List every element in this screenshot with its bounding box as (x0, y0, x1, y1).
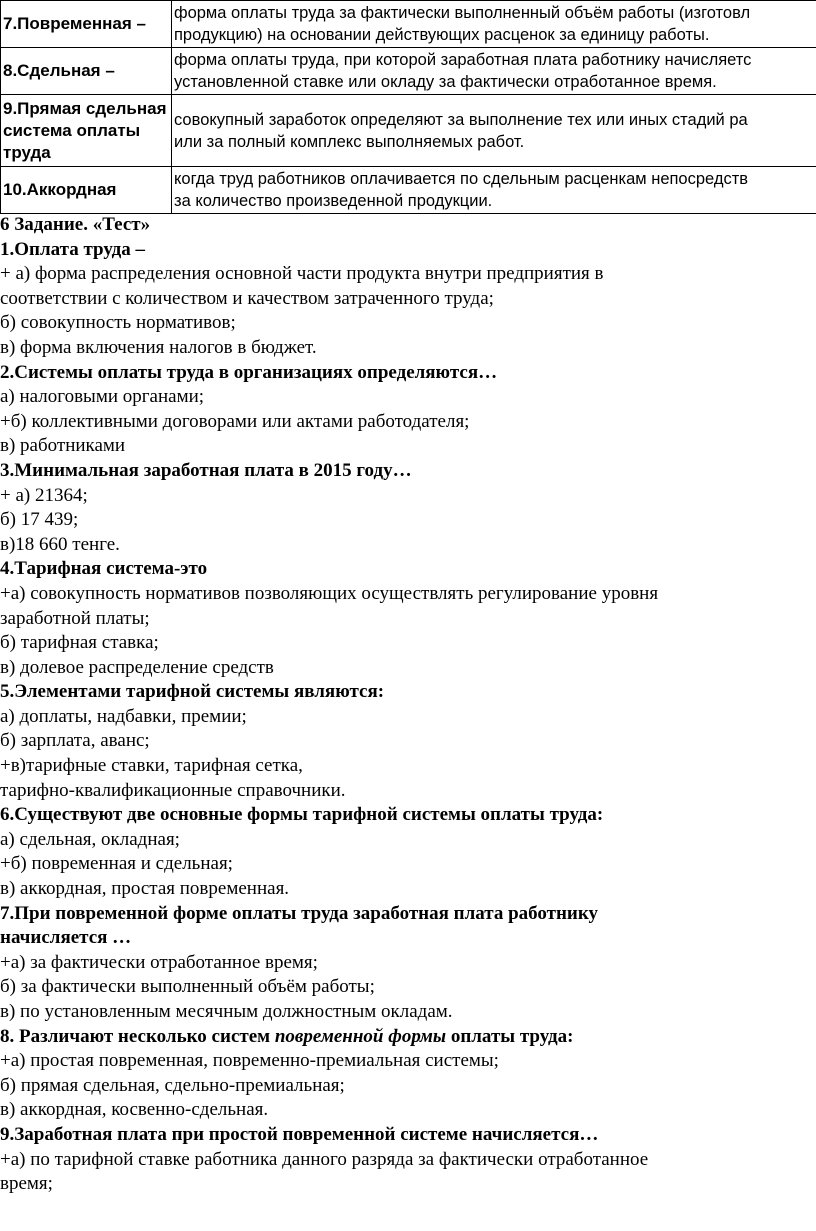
line-text: б) зарплата, аванс; (0, 730, 150, 752)
question-title (0, 557, 816, 582)
answer-line (0, 1000, 816, 1025)
answer-line (0, 385, 816, 410)
line-text: +в)тарифные ставки, тарифная сетка, (0, 755, 303, 777)
definition-line: совокупный заработок определяют за выполнение тех или иных стадий ра (174, 110, 748, 129)
definition-line: форма оплаты труда за фактически выполненный объём работы (изготовл (174, 4, 751, 22)
line-text: + а) форма распределения основной части продукта внутри предприятия в (0, 263, 604, 285)
answer-line (0, 1098, 816, 1123)
answer-line (0, 705, 816, 730)
answer-line (0, 434, 816, 459)
answer-line (0, 607, 816, 632)
answer-line (0, 533, 816, 558)
answer-line (0, 852, 816, 877)
line-text: 8. Различают несколько систем (0, 1025, 275, 1047)
question-title (0, 902, 816, 927)
answer-line (0, 1172, 816, 1197)
term-cell: 10.Аккордная (1, 167, 172, 214)
term-cell: 7.Повременная – (1, 1, 172, 48)
line-tail-text: оплаты труда: (446, 1025, 574, 1047)
line-text: + а) 21364; (0, 484, 88, 506)
line-text: б) тарифная ставка; (0, 632, 159, 654)
line-text: в) долевое распределение средств (0, 656, 274, 678)
line-text: +б) коллективными договорами или актами работодателя; (0, 410, 470, 432)
answer-line (0, 729, 816, 754)
line-text: заработной платы; (0, 607, 150, 629)
definition-cell (172, 48, 816, 95)
answer-line (0, 779, 816, 804)
answer-line (0, 262, 816, 287)
answer-line (0, 1049, 816, 1074)
line-text: 5.Элементами тарифной системы являются: (0, 681, 385, 703)
definition-cell (172, 95, 816, 167)
definition-line: когда труд работников оплачивается по сдельным расценкам непосредств (174, 170, 749, 188)
quiz-heading: 6 Задание. «Тест» (0, 214, 151, 235)
answer-line (0, 975, 816, 1000)
line-text: в) по установленным месячным должностным окладам. (0, 1001, 453, 1022)
table-row (1, 95, 816, 167)
answer-line (0, 484, 816, 509)
line-text: в) аккордная, косвенно-сдельная. (0, 1099, 269, 1121)
line-text: +а) простая повременная, повременно-премиальная системы; (0, 1050, 499, 1072)
line-text: 6.Существуют две основные формы тарифной системы оплаты труда: (0, 804, 604, 826)
table-row (1, 1, 816, 48)
answer-line (0, 877, 816, 902)
line-text: 9.Заработная плата при простой повременной системе начисляется… (0, 1123, 599, 1145)
line-text: а) доплаты, надбавки, премии; (0, 705, 247, 727)
question-title (0, 803, 816, 828)
line-text: 1.Оплата труда – (0, 238, 146, 260)
table-row (1, 48, 816, 95)
answer-line (0, 631, 816, 656)
quiz-section (0, 213, 816, 1197)
answer-line (0, 287, 816, 312)
line-text: время; (0, 1173, 53, 1195)
line-text: в)18 660 тенге. (0, 533, 120, 555)
answer-line (0, 582, 816, 607)
line-text: 2.Системы оплаты труда в организациях определяются… (0, 361, 498, 383)
definition-cell (172, 167, 816, 214)
answer-line (0, 410, 816, 435)
definition-line: или за полный комплекс выполняемых работ. (174, 132, 525, 151)
line-text: а) сдельная, окладная; (0, 828, 180, 850)
answer-line (0, 336, 816, 361)
answer-line (0, 656, 816, 681)
answer-line (0, 311, 816, 336)
line-italic-text: повременной формы (274, 1025, 447, 1047)
line-text: в) форма включения налогов в бюджет. (0, 336, 317, 358)
question-title (0, 459, 816, 484)
definition-line: за количество произведенной продукции. (174, 192, 493, 210)
term-cell: 8.Сдельная – (1, 48, 172, 95)
line-text: начисляется … (0, 927, 132, 949)
answer-line (0, 828, 816, 853)
line-text: тарифно-квалификационные справочники. (0, 779, 346, 801)
line-text: в) аккордная, простая повременная. (0, 878, 290, 900)
definition-cell (172, 1, 816, 48)
line-text: б) прямая сдельная, сдельно-премиальная; (0, 1074, 345, 1096)
question-title (0, 1123, 816, 1148)
question-title (0, 361, 816, 386)
line-text: 7.При повременной форме оплаты труда заработная плата работнику (0, 902, 599, 924)
table-row (1, 167, 816, 214)
line-text: 4.Тарифная система-это (0, 558, 208, 580)
line-text: в) работниками (0, 435, 126, 457)
definition-line: установленной ставке или окладу за фактически отработанное время. (174, 73, 717, 91)
line-text: +б) повременная и сдельная; (0, 853, 233, 875)
line-text: б) совокупность нормативов; (0, 312, 236, 334)
quiz-lines (0, 238, 816, 1197)
line-text: +а) по тарифной ставке работника данного разряда за фактически отработанное (0, 1148, 649, 1170)
answer-line (0, 508, 816, 533)
answer-line (0, 1148, 816, 1173)
question-title (0, 926, 816, 951)
line-text: а) налоговыми органами; (0, 386, 205, 408)
line-text: +а) за фактически отработанное время; (0, 951, 318, 973)
answer-line (0, 951, 816, 976)
answer-line (0, 1074, 816, 1099)
term-cell: 9.Прямая сдельная система оплаты труда (1, 95, 172, 167)
definition-line: продукцию) на основании действующих расценок за единицу работы. (174, 26, 710, 44)
line-text: б) 17 439; (0, 509, 79, 531)
line-text: соответствии с количеством и качеством затраченного труда; (0, 287, 494, 309)
definitions-table (0, 0, 816, 214)
line-text: +а) совокупность нормативов позволяющих осуществлять регулирование уровня (0, 582, 659, 604)
question-title (0, 1025, 816, 1050)
question-title (0, 238, 816, 263)
definition-line: форма оплаты труда, при которой заработная плата работнику начисляетс (174, 51, 752, 69)
question-title (0, 680, 816, 705)
answer-line (0, 754, 816, 779)
line-text: 3.Минимальная заработная плата в 2015 году… (0, 459, 412, 481)
line-text: б) за фактически выполненный объём работы; (0, 976, 375, 998)
